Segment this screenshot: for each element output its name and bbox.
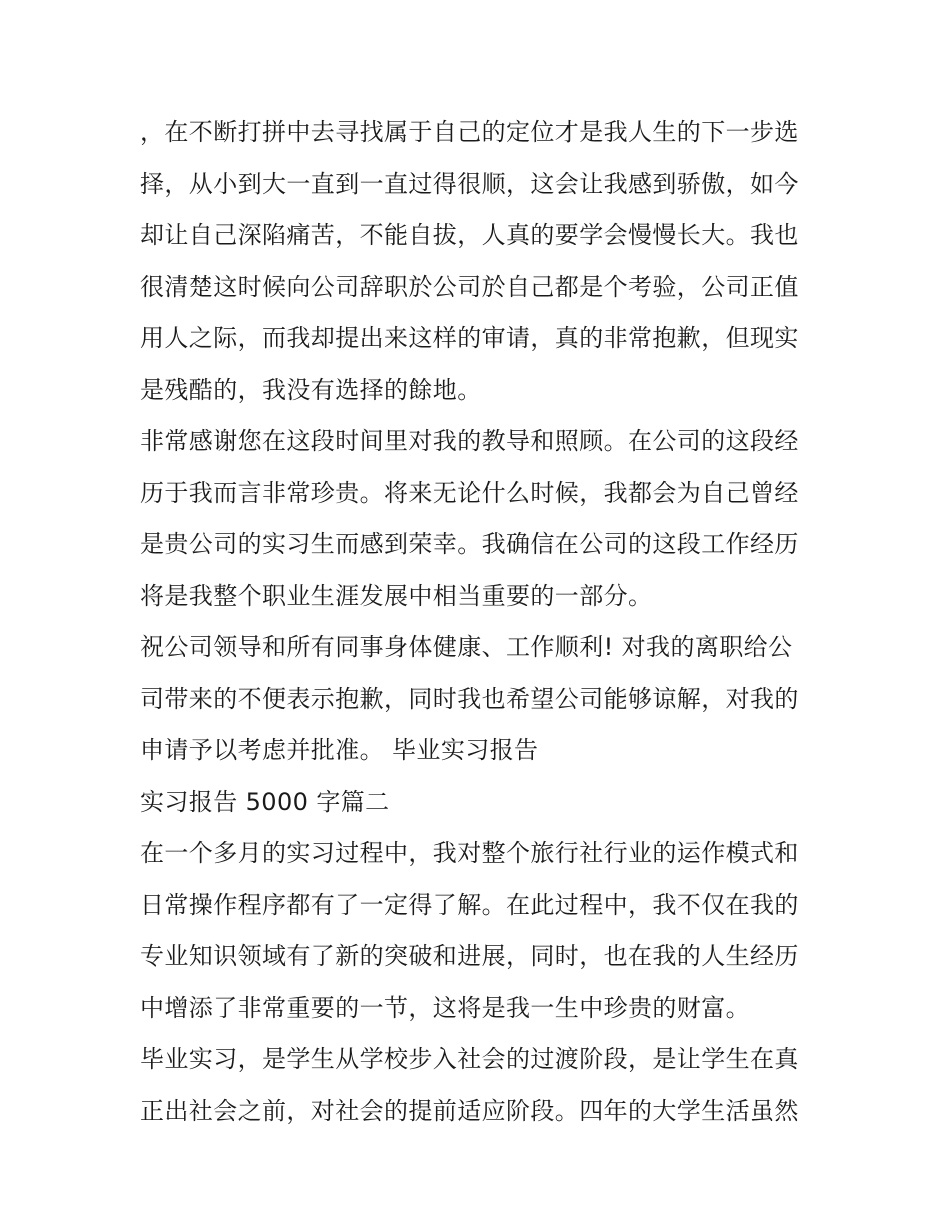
text-line: 用人之际，而我却提出来这样的审请，真的非常抱歉，但现实 [140,324,799,352]
text-line: 择，从小到大一直到一直过得很顺，这会让我感到骄傲，如今 [140,169,799,198]
text-line: 司带来的不便表示抱歉，同时我也希望公司能够谅解，对我的 [140,684,799,713]
text-line: 申请予以考虑并批准。 毕业实习报告 [140,736,539,764]
text-line: 非常感谢您在这段时间里对我的教导和照顾。在公司的这段经 [140,427,799,455]
text-line: 是残酷的，我没有选择的餘地。 [140,375,482,404]
text-line: 在一个多月的实习过程中，我对整个旅行社行业的运作模式和 [140,839,799,867]
text-line: 历于我而言非常珍贵。将来无论什么时候，我都会为自己曾经 [140,478,799,507]
document-body [140,107,820,1137]
text-line: 将是我整个职业生涯发展中相当重要的一部分。 [140,581,653,610]
text-line: ，在不断打拼中去寻找属于自己的定位才是我人生的下一步选 [140,118,799,146]
text-line: 正出社会之前，对社会的提前适应阶段。四年的大学生活虽然 [140,1096,799,1125]
text-line: 是贵公司的实习生而感到荣幸。我确信在公司的这段工作经历 [140,530,799,558]
text-line: 毕业实习，是学生从学校步入社会的过渡阶段，是让学生在真 [140,1045,799,1073]
text-line: 祝公司领导和所有同事身体健康、工作顺利! 对我的离职给公 [140,633,793,661]
text-line: 却让自己深陷痛苦，不能自拔，人真的要学会慢慢长大。我也 [140,221,799,249]
section-heading: 实习报告 5000 字篇二 [140,787,390,816]
text-line: 中增添了非常重要的一节，这将是我一生中珍贵的财富。 [140,993,750,1022]
text-line: 专业知识领域有了新的突破和进展，同时，也在我的人生经历 [140,942,799,970]
text-line: 日常操作程序都有了一定得了解。在此过程中，我不仅在我的 [140,890,799,919]
text-line: 很清楚这时候向公司辞职於公司於自己都是个考验，公司正值 [140,272,799,301]
